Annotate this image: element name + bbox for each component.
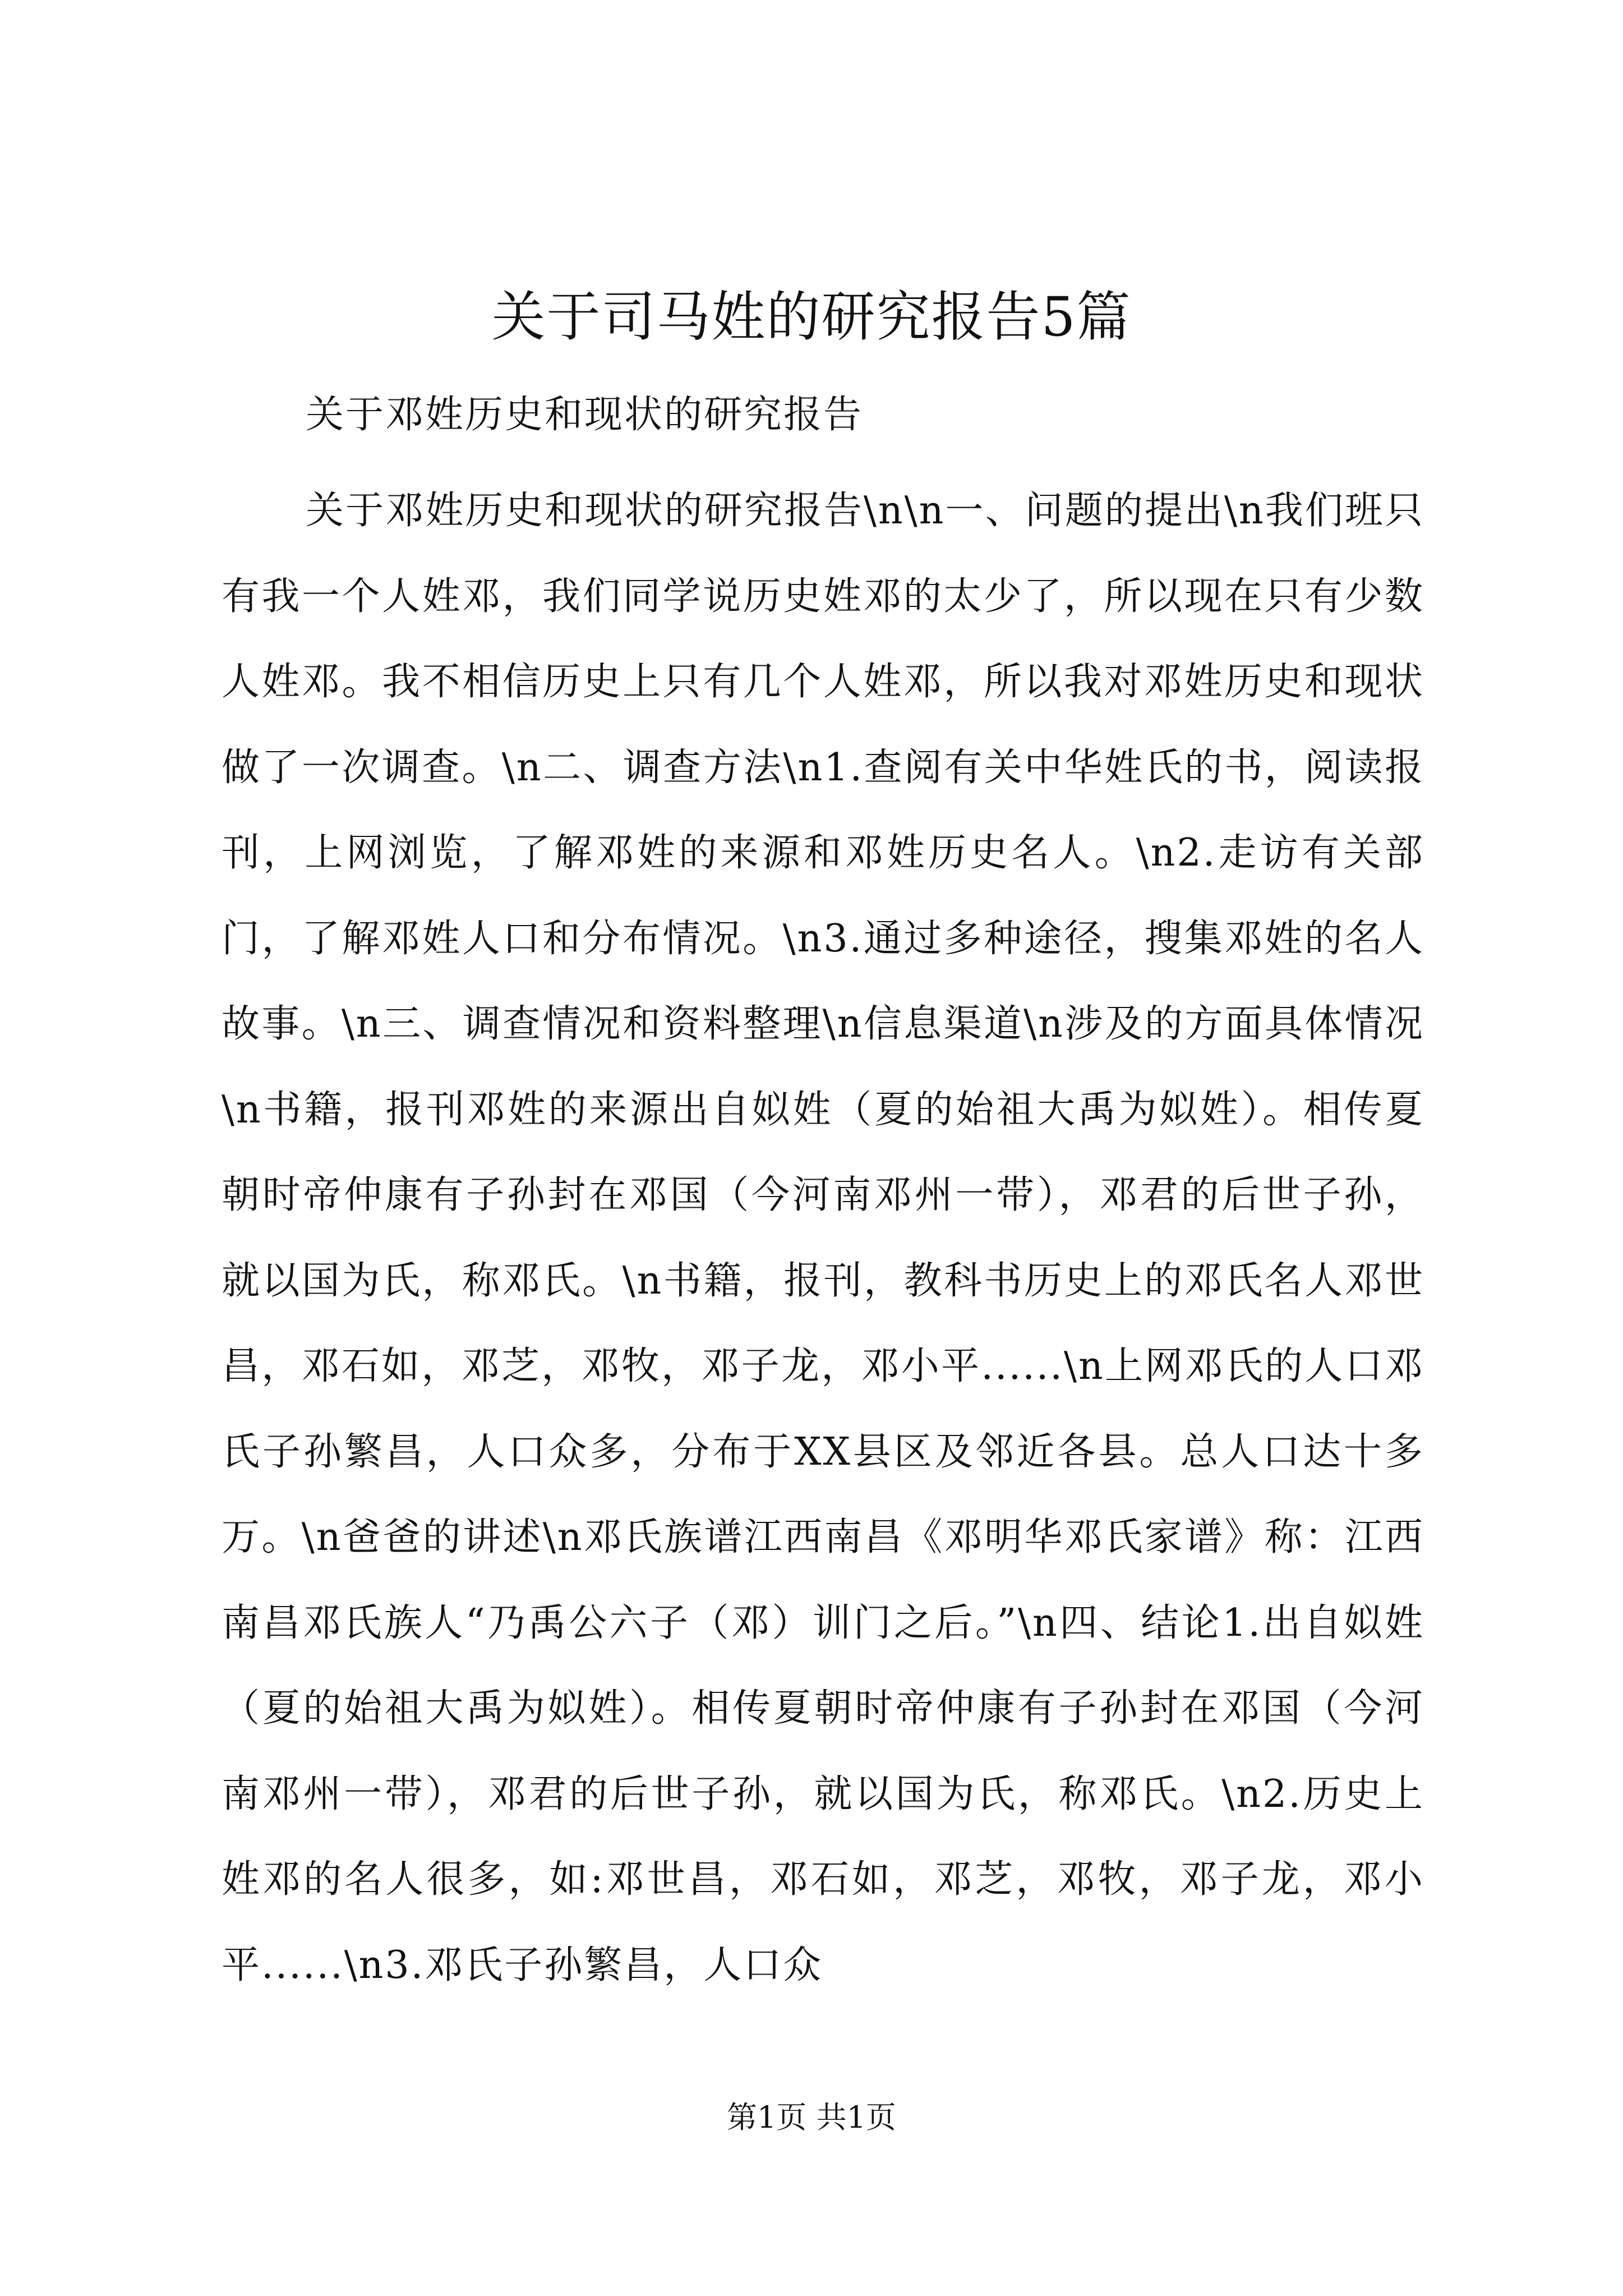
- document-body: 关于邓姓历史和现状的研究报告\n\n一、问题的提出\n我们班只有我一个人姓邓，我们同学说历史姓邓的太少了，所以现在只有少数人姓邓。我不相信历史上只有几个人姓邓，所以我对邓姓历史和现状做了一次调查。\n二、调查方法\n1.查阅有关中华姓氏的书，阅读报刊，上网浏览，了解邓姓的来源和邓姓历史名人。\n2.走访有关部门，了解邓姓人口和分布情况。\n3.通过多种途径，搜集邓姓的名人故事。\n三、调查情况和资料整理\n信息渠道\n涉及的方面具体情况\n书籍，报刊邓姓的来源出自姒姓（夏的始祖大禹为姒姓）。相传夏朝时帝仲康有子孙封在邓国（今河南邓州一带），邓君的后世子孙，就以国为氏，称邓氏。\n书籍，报刊，教科书历史上的邓氏名人邓世昌，邓石如，邓芝，邓牧，邓子龙，邓小平......\n上网邓氏的人口邓氏子孙繁昌，人口众多，分布于XX县区及邻近各县。总人口达十多万。\n爸爸的讲述\n邓氏族谱江西南昌《邓明华邓氏家谱》称：江西南昌邓氏族人“乃禹公六子（邓）训门之后。”\n四、结论1.出自姒姓（夏的始祖大禹为姒姓）。相传夏朝时帝仲康有子孙封在邓国（今河南邓州一带），邓君的后世子孙，就以国为氏，称邓氏。\n2.历史上姓邓的名人很多，如:邓世昌，邓石如，邓芝，邓牧，邓子龙，邓小平......\n3.邓氏子孙繁昌，人口众: [222, 489, 1424, 1987]
- document-title: 关于司马姓的研究报告5篇: [491, 286, 1132, 348]
- page-footer: 第1页 共1页: [727, 2100, 896, 2135]
- document-subtitle: 关于邓姓历史和现状的研究报告: [306, 393, 864, 437]
